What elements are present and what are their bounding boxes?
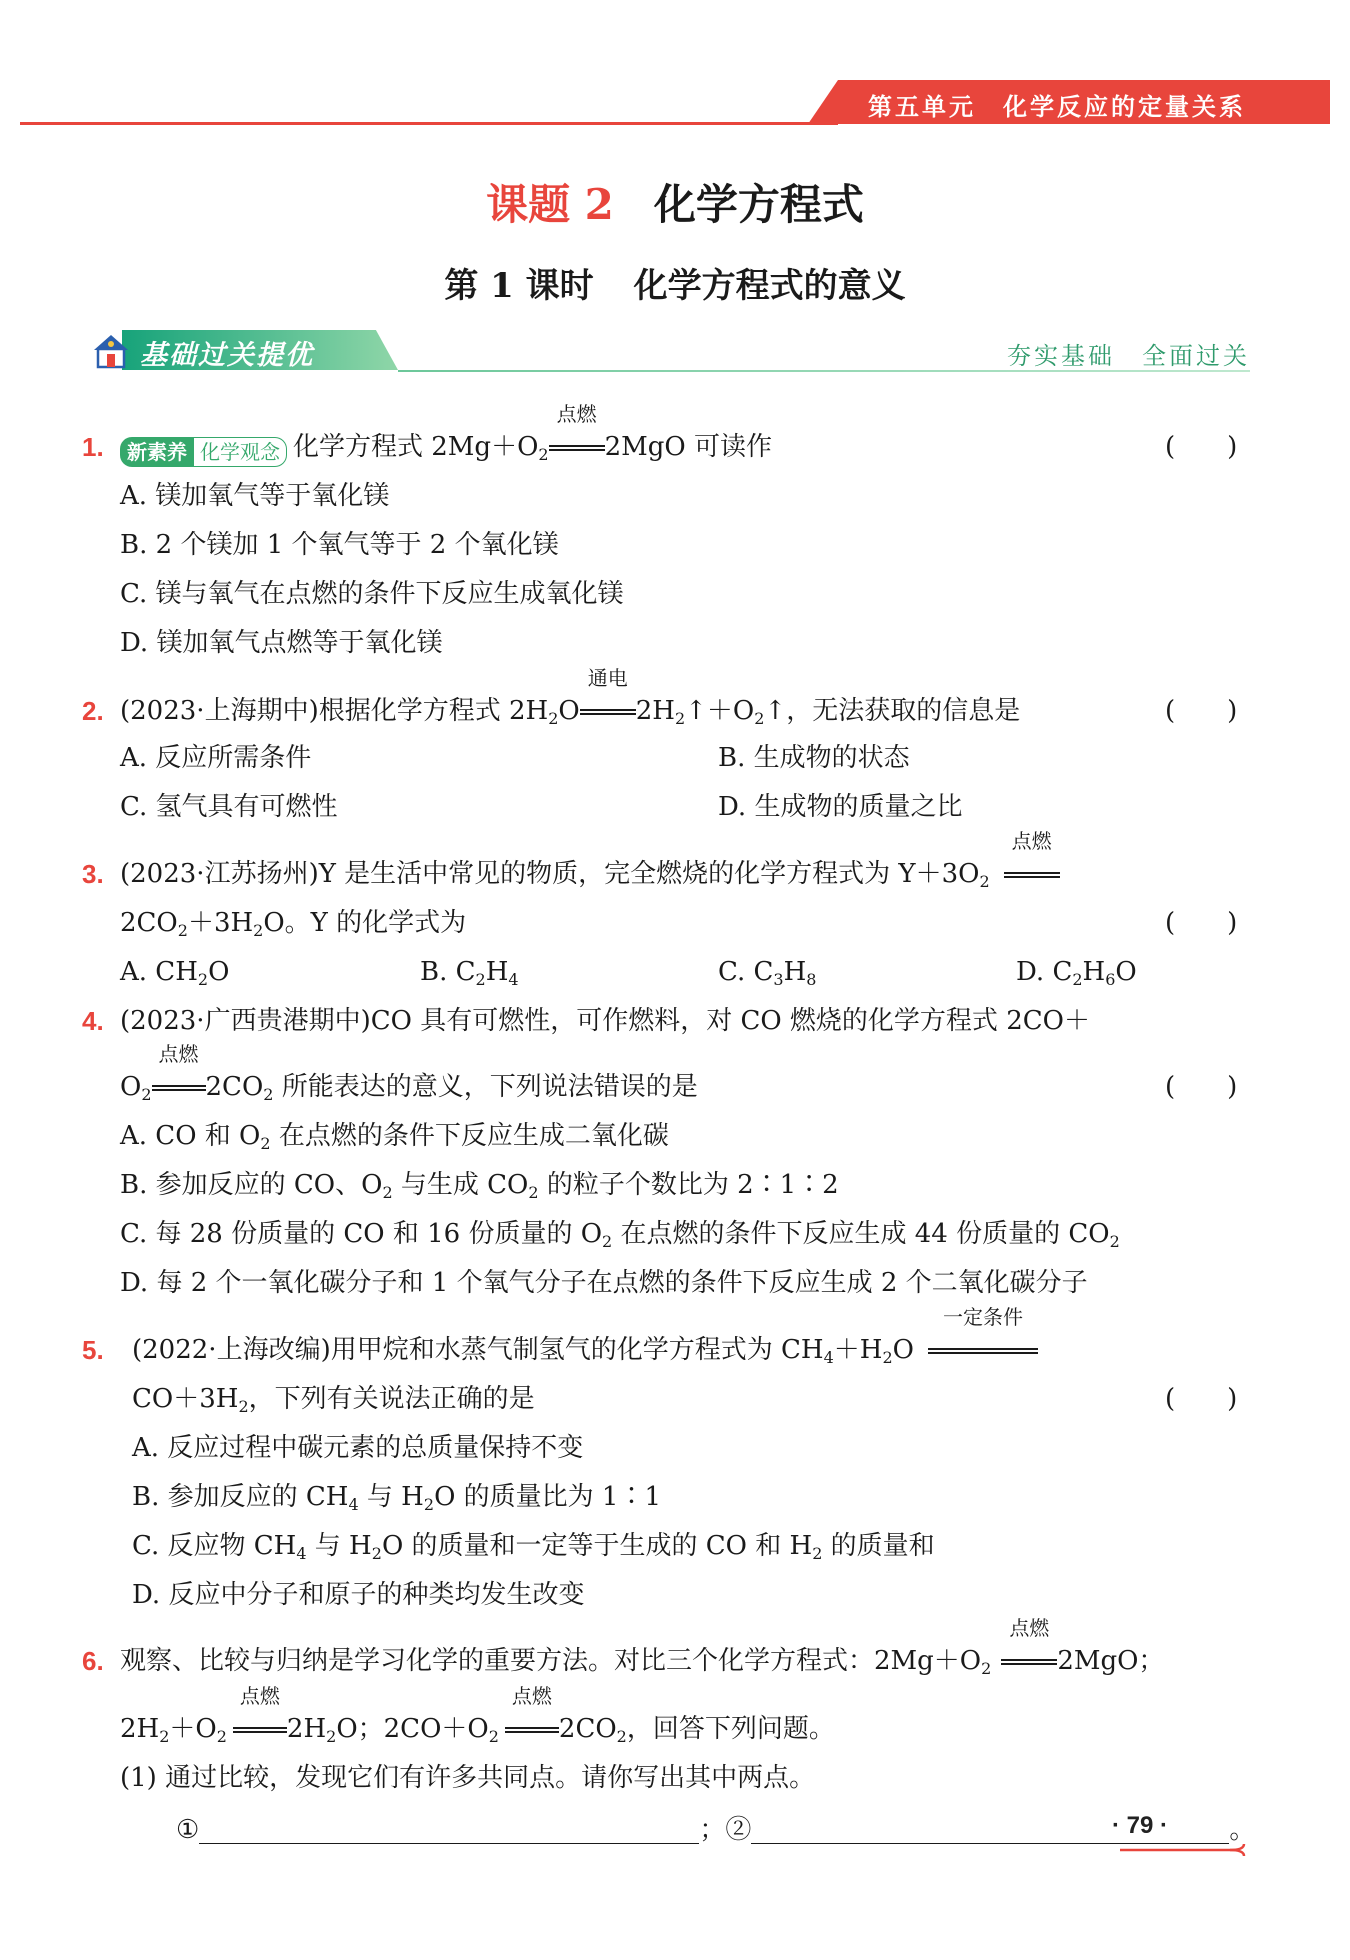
stem-text: (2023·江苏扬州)Y 是生活中常见的物质，完全燃烧的化学方程式为 Y＋3O [120, 859, 980, 889]
question-number: 1. [82, 432, 104, 462]
option-d [1016, 954, 1137, 990]
chapter-title: 第五单元 化学反应的定量关系 [868, 93, 1246, 121]
subscript: 2 [475, 970, 486, 989]
subscript: 4 [296, 1544, 307, 1563]
subscript: 2 [382, 1183, 393, 1202]
stem-text: O；2CO＋O [336, 1714, 489, 1744]
answer-bracket[interactable]: ( ) [1165, 908, 1238, 938]
subscript: 2 [253, 921, 264, 940]
answer-bracket[interactable]: ( ) [1165, 1072, 1238, 1102]
subscript: 3 [773, 970, 784, 989]
reaction-condition: 点燃 [239, 1684, 280, 1708]
stem-text: 2MgO 可读作 [604, 432, 772, 462]
option-text: O [208, 957, 230, 987]
reaction-condition: 点燃 [511, 1684, 552, 1708]
option-b [120, 1167, 839, 1203]
option-b: B. 生成物的状态 [718, 743, 910, 773]
subscript: 2 [260, 1134, 271, 1153]
subscript: 2 [548, 709, 559, 728]
option-text: D. C [1016, 957, 1073, 987]
subscript: 2 [326, 1727, 337, 1746]
literacy-badge [120, 433, 287, 463]
subscript: 2 [216, 1727, 227, 1746]
question-stem [120, 829, 1060, 892]
reaction-arrow [505, 1684, 559, 1747]
question-stem-continued [120, 1042, 698, 1105]
option-text: C. 每 28 份质量的 CO 和 16 份质量的 O [120, 1219, 603, 1249]
blank-marker: ① [176, 1815, 200, 1845]
stem-text: 2MgO； [1057, 1646, 1165, 1676]
stem-text: O。Y 的化学式为 [263, 908, 467, 938]
answer-blanks [176, 1812, 1255, 1848]
badge-label: 新素养 [120, 437, 194, 467]
stem-text: 2CO [120, 908, 178, 938]
option-text: 在点燃的条件下反应生成二氧化碳 [270, 1121, 669, 1151]
option-c [132, 1528, 935, 1564]
reaction-arrow [928, 1305, 1038, 1368]
reaction-condition: 点燃 [158, 1042, 199, 1066]
option-text: A. CO 和 O [120, 1121, 261, 1151]
reaction-arrow [152, 1042, 206, 1105]
option-d: D. 镁加氧气点燃等于氧化镁 [120, 628, 443, 658]
question-stem: (2023·广西贵港期中)CO 具有可燃性，可作燃料，对 CO 燃烧的化学方程式 2CO＋ [120, 1006, 1090, 1036]
lesson-number: 课题 2 [486, 180, 614, 229]
subscript: 2 [371, 1544, 382, 1563]
option-text: 在点燃的条件下反应生成 44 份质量的 CO [612, 1219, 1110, 1249]
question-number: 4. [82, 1006, 104, 1036]
lesson-title [0, 172, 1350, 232]
stem-text: 2CO [558, 1714, 617, 1744]
option-text: H [1082, 957, 1106, 987]
option-text: B. 参加反应的 CO、O [120, 1170, 383, 1200]
option-d: D. 反应中分子和原子的种类均发生改变 [132, 1580, 585, 1610]
option-text: A. CH [120, 957, 198, 987]
option-text: O 的质量和一定等于生成的 CO 和 H [381, 1531, 813, 1561]
option-text: 的质量和 [822, 1531, 935, 1561]
subscript: 2 [141, 1085, 152, 1104]
reaction-arrow [549, 402, 605, 465]
subscript: 2 [981, 1659, 992, 1678]
option-b [132, 1479, 661, 1515]
stem-text: (2023·上海期中)根据化学方程式 2H [120, 696, 549, 726]
subscript: 2 [616, 1727, 627, 1746]
subscript: 2 [1109, 1232, 1120, 1251]
subscript: 2 [197, 970, 209, 989]
question-stem-continued [120, 905, 466, 941]
option-text: 的粒子个数比为 2∶1∶2 [538, 1170, 839, 1200]
subscript: 2 [1072, 970, 1083, 989]
reaction-condition: 一定条件 [942, 1305, 1023, 1329]
stem-text: (2022·上海改编)用甲烷和水蒸气制氢气的化学方程式为 CH [132, 1335, 824, 1365]
option-c [718, 954, 816, 990]
section-slogan: 夯实基础 全面过关 [1007, 342, 1250, 370]
stem-text: 2CO [205, 1072, 264, 1102]
stem-text: ＋3H [187, 908, 254, 938]
option-c: C. 氢气具有可燃性 [120, 792, 338, 822]
option-d: D. 每 2 个一氧化碳分子和 1 个氧气分子在点燃的条件下反应生成 2 个二氧化碳分子 [120, 1268, 1088, 1298]
option-a [120, 1118, 669, 1154]
question-stem-continued [132, 1381, 535, 1417]
option-b [420, 954, 519, 990]
question-number: 5. [82, 1335, 104, 1365]
reaction-condition: 点燃 [556, 402, 597, 426]
option-text: C. 反应物 CH [132, 1531, 297, 1561]
page-number: · 79 · [1112, 1812, 1169, 1839]
subscript: 2 [488, 1727, 499, 1746]
subscript: 2 [528, 1183, 539, 1202]
lesson-name: 化学方程式 [653, 180, 864, 229]
subscript: 2 [423, 1495, 435, 1514]
blank-marker: ；② [699, 1815, 752, 1845]
subscript: 2 [538, 445, 549, 464]
house-icon [92, 332, 130, 370]
answer-blank-1[interactable] [199, 1813, 699, 1844]
sub-question-1: (1) 通过比较，发现它们有许多共同点。请你写出其中两点。 [120, 1763, 816, 1793]
stem-text: 2H [286, 1714, 327, 1744]
option-c [120, 1216, 1120, 1252]
reaction-arrow [1001, 1616, 1057, 1679]
period-name: 化学方程式的意义 [633, 266, 906, 306]
stem-text: ，下列有关说法正确的是 [248, 1384, 535, 1414]
subscript: 4 [508, 970, 519, 989]
reaction-condition: 点燃 [1011, 829, 1052, 853]
stem-text: ↑，无法获取的信息是 [764, 696, 1021, 726]
question-number: 2. [82, 696, 104, 726]
stem-text: O [558, 696, 580, 726]
reaction-arrow [233, 1684, 287, 1747]
question-stem [120, 1616, 1165, 1679]
answer-bracket[interactable]: ( ) [1165, 696, 1238, 726]
period-title [0, 258, 1350, 307]
option-text: 与生成 CO [392, 1170, 529, 1200]
option-text: O 的质量比为 1∶1 [434, 1482, 661, 1512]
subscript: 2 [882, 1348, 893, 1367]
option-text: O [1115, 957, 1137, 987]
reaction-condition: 点燃 [1009, 1616, 1050, 1640]
header-rule [20, 122, 838, 125]
stem-text: 所能表达的意义，下列说法错误的是 [273, 1072, 698, 1102]
stem-text: ↑＋O [685, 696, 755, 726]
question-stem-continued [120, 1684, 835, 1747]
subscript: 2 [812, 1544, 823, 1563]
option-text: C. C [718, 957, 774, 987]
reaction-arrow [580, 666, 636, 729]
subscript: 2 [238, 1397, 249, 1416]
option-text: 与 H [306, 1531, 372, 1561]
stem-text: ，回答下列问题。 [626, 1714, 835, 1744]
chapter-header-band [838, 80, 1330, 124]
stem-text: ＋O [169, 1714, 217, 1744]
question-stem [120, 402, 772, 465]
subscript: 4 [823, 1348, 834, 1367]
reaction-arrow [1004, 829, 1060, 892]
period-number: 第 1 课时 [444, 266, 594, 306]
subscript: 8 [806, 970, 817, 989]
subscript: 2 [674, 709, 686, 728]
subscript: 2 [602, 1232, 613, 1251]
badge-topic: 化学观念 [194, 437, 287, 467]
option-text: H [783, 957, 807, 987]
blank-marker: 。 [1229, 1815, 1256, 1845]
reaction-condition: 通电 [587, 666, 628, 690]
subscript: 6 [1105, 970, 1116, 989]
question-stem [132, 1305, 1038, 1368]
question-number: 3. [82, 859, 104, 889]
page-arrow-icon [1118, 1838, 1248, 1862]
stem-text: 2H [120, 1714, 160, 1744]
option-c: C. 镁与氧气在点燃的条件下反应生成氧化镁 [120, 579, 624, 609]
stem-text: CO＋3H [132, 1384, 239, 1414]
answer-bracket[interactable]: ( ) [1165, 1384, 1238, 1414]
subscript: 2 [979, 872, 990, 891]
stem-text: O [892, 1335, 914, 1365]
subscript: 2 [177, 921, 188, 940]
option-d: D. 生成物的质量之比 [718, 792, 963, 822]
option-text: B. 参加反应的 CH [132, 1482, 349, 1512]
subscript: 2 [159, 1727, 170, 1746]
subscript: 2 [754, 709, 765, 728]
stem-text: 观察、比较与归纳是学习化学的重要方法。对比三个化学方程式：2Mg＋O [120, 1646, 982, 1676]
section-ribbon [92, 328, 398, 372]
question-number: 6. [82, 1646, 104, 1676]
question-stem [120, 666, 1021, 729]
option-a: A. 镁加氧气等于氧化镁 [120, 481, 390, 511]
section-rule [398, 370, 1250, 372]
option-text: B. C [420, 957, 476, 987]
option-a [120, 954, 229, 990]
option-a: A. 反应过程中碳元素的总质量保持不变 [132, 1433, 584, 1463]
subscript: 2 [263, 1085, 274, 1104]
subscript: 4 [348, 1495, 359, 1514]
answer-bracket[interactable]: ( ) [1165, 432, 1238, 462]
option-text: H [485, 957, 509, 987]
section-title: 基础过关提优 [140, 340, 314, 371]
option-b: B. 2 个镁加 1 个氧气等于 2 个氧化镁 [120, 530, 559, 560]
stem-text: 化学方程式 2Mg＋O [293, 432, 539, 462]
stem-text: ＋H [833, 1335, 883, 1365]
stem-text: 2H [635, 696, 675, 726]
stem-text: O [120, 1072, 142, 1102]
option-text: 与 H [358, 1482, 424, 1512]
option-a: A. 反应所需条件 [120, 743, 312, 773]
